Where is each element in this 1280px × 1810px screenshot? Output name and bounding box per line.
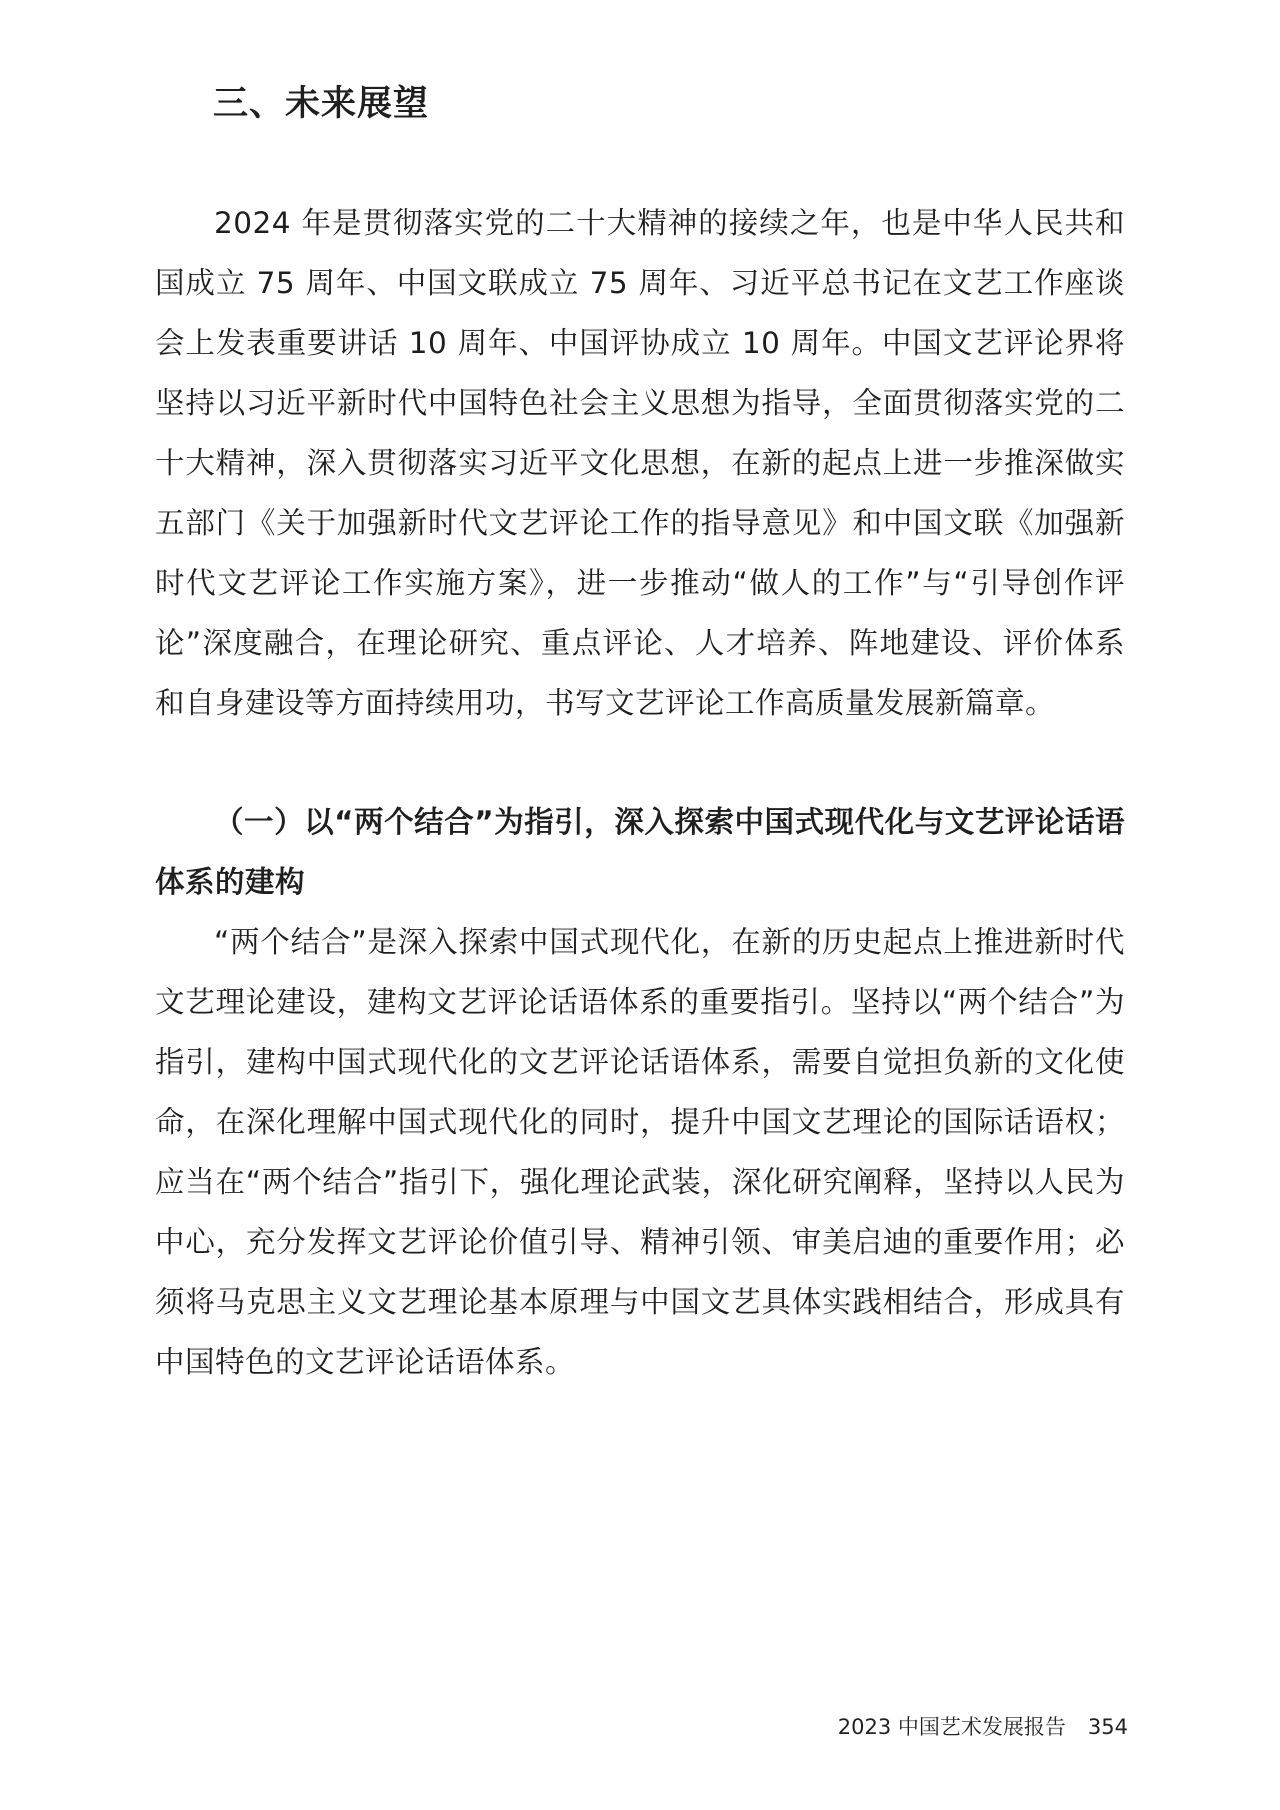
subsection-title: （一）以“两个结合”为指引，深入探索中国式现代化与文艺评论话语体系的建构 (155, 805, 1125, 899)
section-title: 三、未来展望 (213, 84, 430, 124)
footer-report-title: 2023 中国艺术发展报告 (837, 1715, 1066, 1739)
body-paragraph: “两个结合”是深入探索中国式现代化，在新的历史起点上推进新时代文艺理论建设，建构文艺评论话语体系的重要指引。坚持以“两个结合”为指引，建构中国式现代化的文艺评论话语体系，需要自觉担负新的文化使命，在深化理解中国式现代化的同时，提升中国文艺理论的国际话语权；应当在“两个结合”指引下，强化理论武装，深化研究阐释，坚持以人民为中心，充分发挥文艺评论价值引导、精神引领、审美启迪的重要作用；必须将马克思主义文艺理论基本原理与中国文艺具体实践相结合，形成具有中国特色的文艺评论话语体系。 (155, 925, 1125, 1379)
page-number: 354 (1087, 1715, 1128, 1739)
body-paragraph: 2024 年是贯彻落实党的二十大精神的接续之年，也是中华人民共和国成立 75 周年、中国文联成立 75 周年、习近平总书记在文艺工作座谈会上发表重要讲话 10 周年、中国评协成立 10 周年。中国文艺评论界将坚持以习近平新时代中国特色社会主义思想为指导，全面贯彻落实党的二十大精神，深入贯彻落实习近平文化思想，在新的起点上进一步推深做实五部门《关于加强新时代文艺评论工作的指导意见》和中国文联《加强新时代文艺评论工作实施方案》，进一步推动“做人的工作”与“引导创作评论”深度融合，在理论研究、重点评论、人才培养、阵地建设、评价体系和自身建设等方面持续用功，书写文艺评论工作高质量发展新篇章。 (155, 206, 1125, 720)
page-footer (838, 1712, 1128, 1742)
